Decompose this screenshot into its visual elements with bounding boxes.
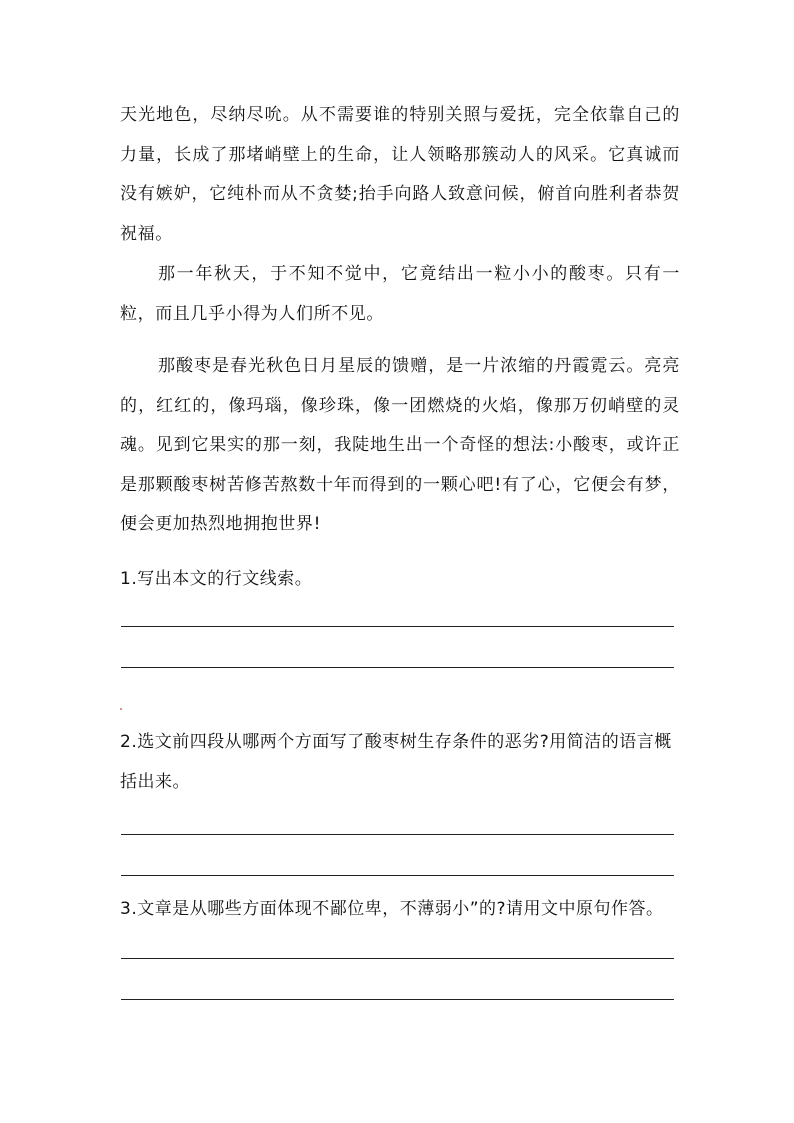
answer-line[interactable] (121, 834, 674, 835)
passage-paragraph-3: 那酸枣是春光秋色日月星辰的馈赠，是一片浓缩的丹霞霓云。亮亮的，红红的，像玛瑙，像珍珠，像一团燃烧的火焰，像那万仞峭壁的灵魂。见到它果实的那一刻，我陡地生出一个奇怪的想法:小酸枣，或许正是那颗酸枣树苦修苦熬数十年而得到的一颗心吧!有了心，它便会有梦，便会更加热烈地拥抱世界! (120, 356, 680, 534)
question-2: 2.选文前四段从哪两个方面写了酸枣树生存条件的恶劣?用简洁的语言概括出来。 (120, 732, 672, 792)
answer-line[interactable] (121, 875, 674, 876)
answer-line[interactable] (121, 999, 674, 1000)
answer-line[interactable] (121, 958, 674, 959)
question-3: 3.文章是从哪些方面体现不鄙位卑，不薄弱小”的?请用文中原句作答。 (120, 899, 664, 919)
answer-line[interactable] (121, 667, 674, 668)
passage-paragraph-2: 那一年秋天，于不知不觉中，它竟结出一粒小小的酸枣。只有一粒，而且几乎小得为人们所不见。 (120, 264, 680, 324)
question-1: 1.写出本文的行文线索。 (120, 569, 313, 589)
answer-line[interactable] (121, 626, 674, 627)
passage-paragraph-1: 天光地色，尽纳尽吮。从不需要谁的特别关照与爱抚，完全依靠自己的力量，长成了那堵峭壁上的生命，让人领略那簇动人的风采。它真诚而没有嫉妒，它纯朴而从不贪婪;抬手向路人致意问候，俯首向胜利者恭贺祝福。 (120, 105, 680, 244)
stray-mark (120, 708, 122, 710)
